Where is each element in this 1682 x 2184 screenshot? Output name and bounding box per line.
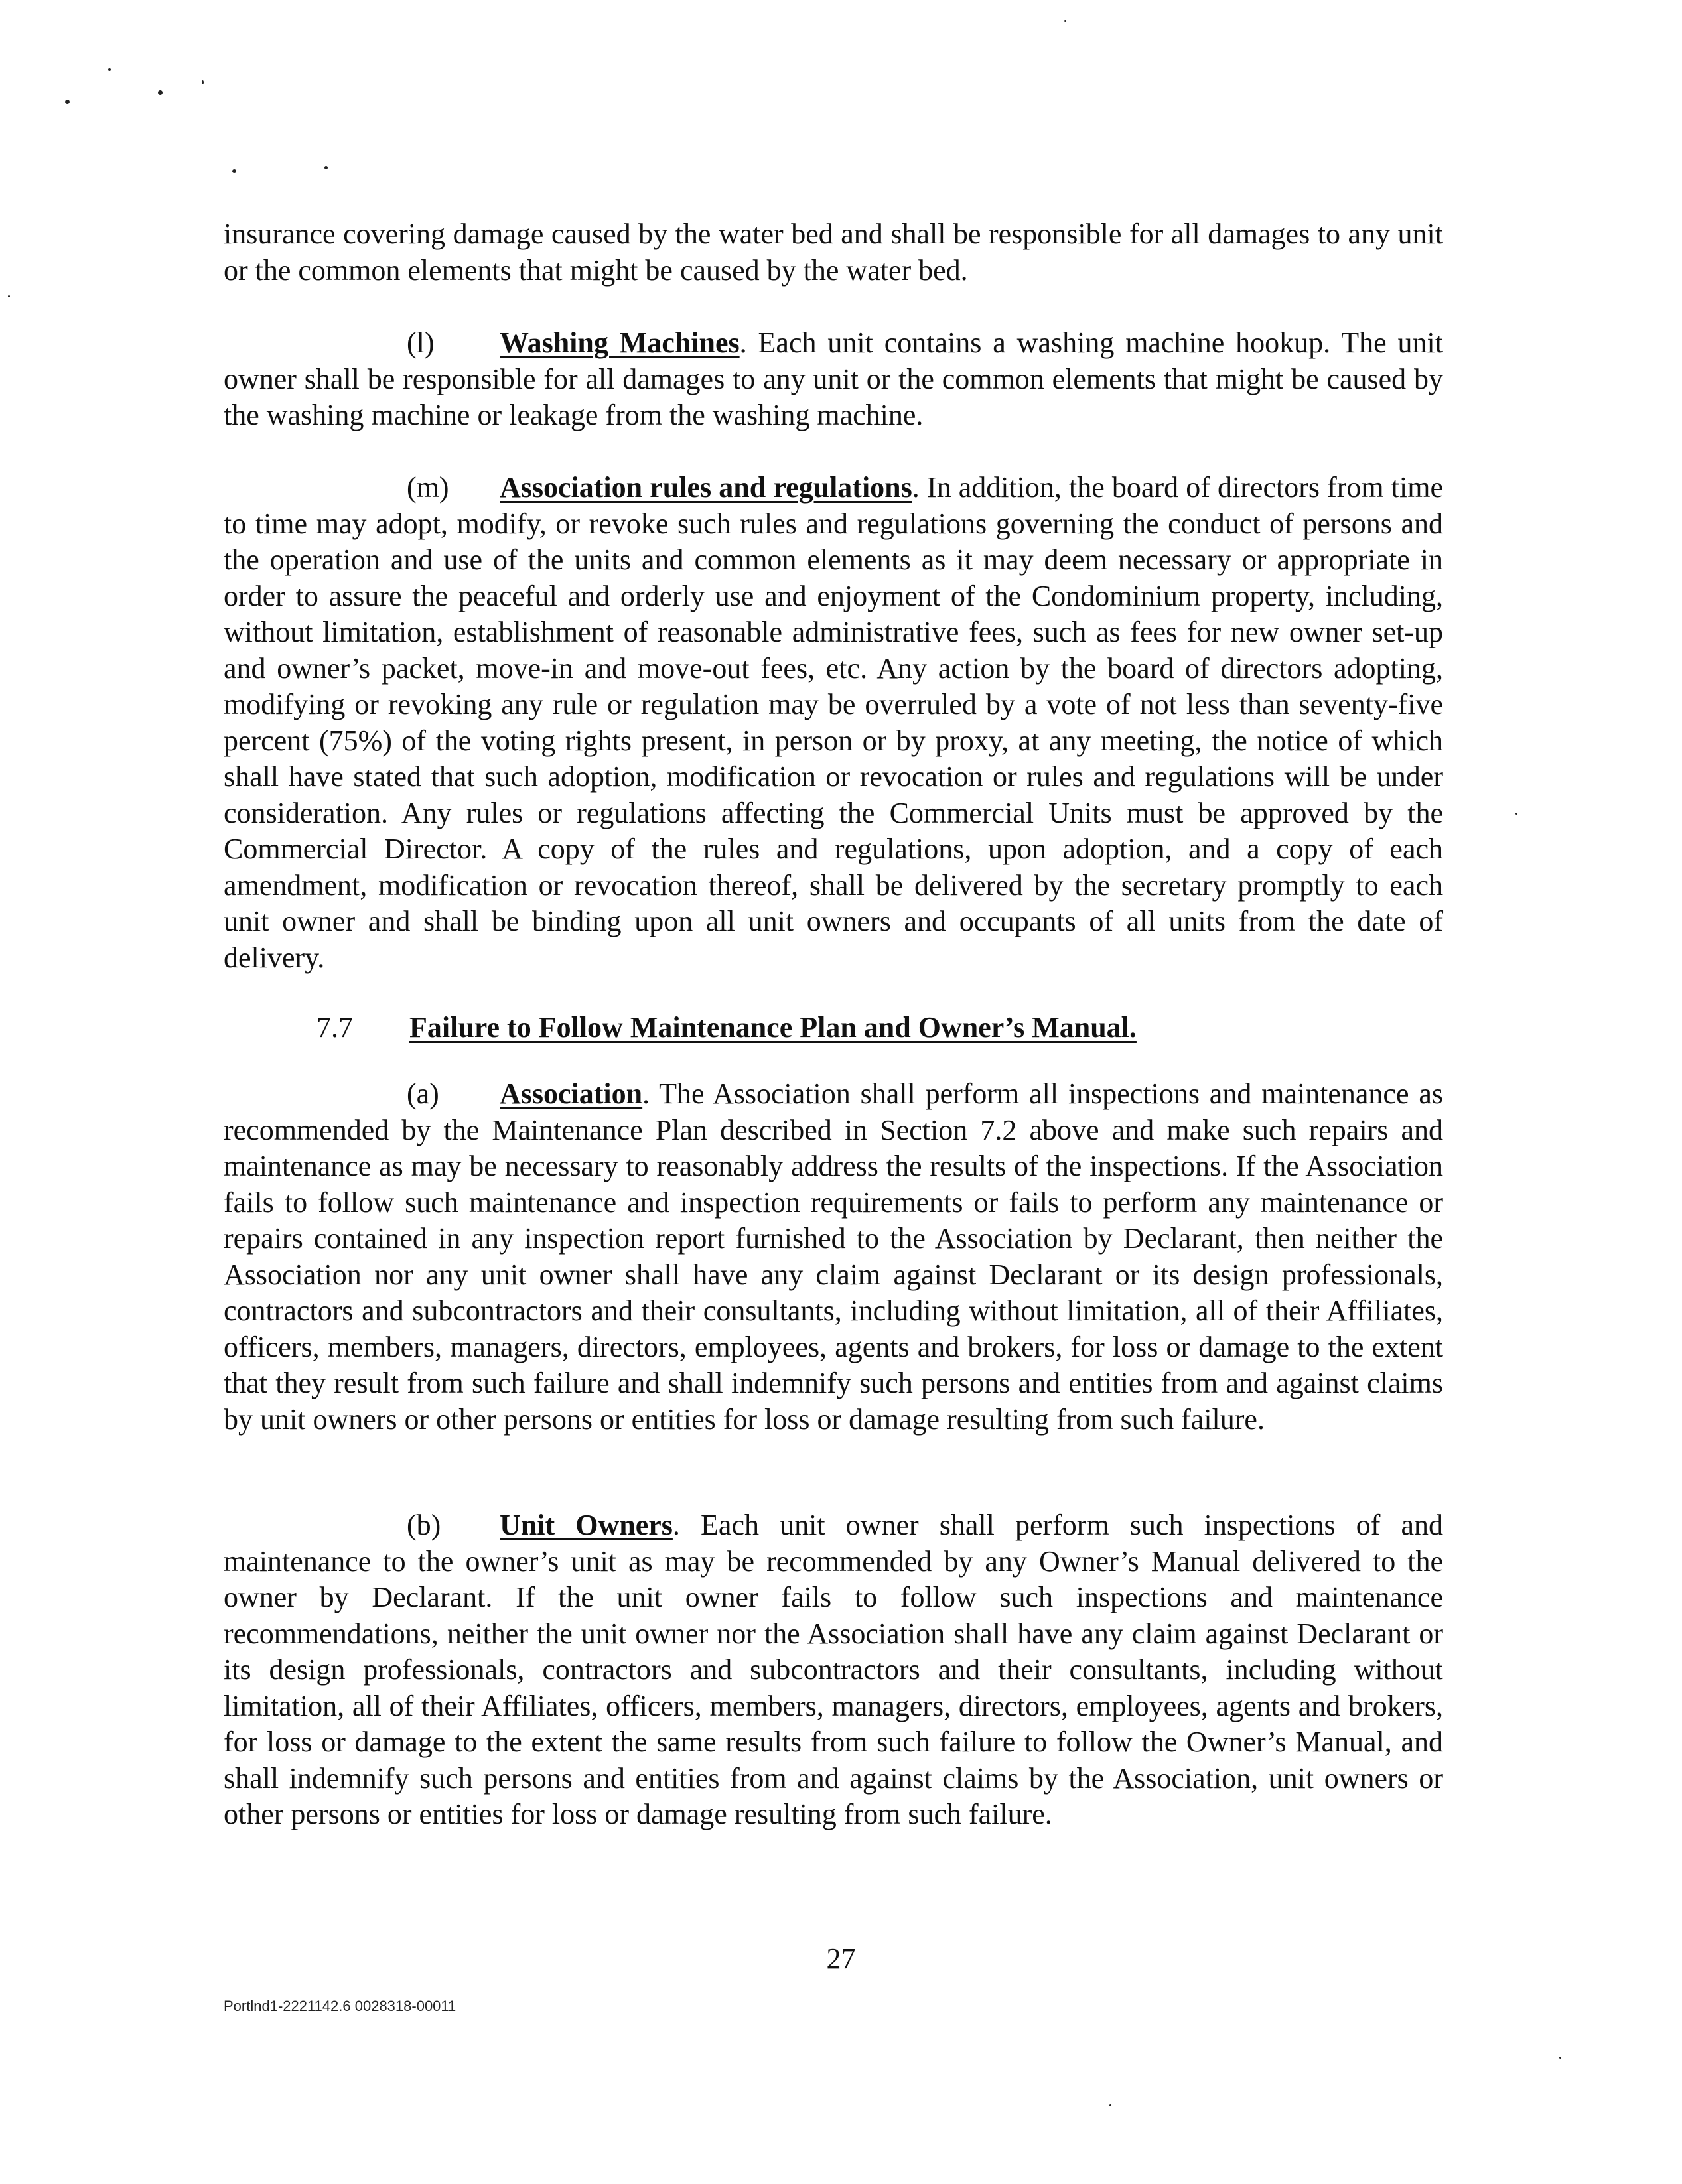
subsection-label: (a) [407,1077,439,1110]
scan-speck [232,169,236,173]
subsection-heading: Unit Owners [500,1509,673,1541]
section-text: . In addition, the board of directors from time to time may adopt, modify, or revoke such rules and regulations governing the conduct of persons and the operation and use of the units and common elements as it may deem necessary or appropriate in order to assure the peaceful and orderly use and enjoyment of the Condominium property, including, without limitation, establishment of reasonable administrative fees, such as fees for new owner set-up and owner’s packet, move-in and move-out fees, etc. Any action by the board of directors adopting, modifying or revoking any rule or regulation may be overruled by a vote of not less than seventy-five percent (75%) of the voting rights present, in person or by proxy, at any meeting, the notice of which shall have stated that such adoption, modification or revocation or rules and regulations will be under consideration. Any rules or regulations affecting the Commercial Units must be approved by the Commercial Director. A copy of the rules and regulations, upon adoption, and a copy of each amendment, modification or revocation thereof, shall be delivered by the secretary promptly to each unit owner and shall be binding upon all unit owners and occupants of all units from the date of delivery. [224,471,1443,974]
continuation-paragraph: insurance covering damage caused by the water bed and shall be responsible for all damages to any unit or the common elements that might be caused by the water bed. [224,218,1443,287]
scan-speck [158,90,163,95]
section-label: (m) [407,471,449,504]
scan-speck [1064,20,1066,22]
scan-speck [65,100,70,104]
page-number: 27 [826,1943,856,1975]
section-l-washing-machines [224,325,1443,434]
scan-speck [8,295,10,297]
section-heading: Association rules and regulations [500,471,912,504]
subsection-heading: Association [500,1077,643,1110]
scan-speck [1109,2104,1111,2106]
footer-document-id: Portlnd1-2221142.6 0028318-00011 [224,1998,456,2014]
section-m-association-rules [224,470,1443,976]
section-label: (l) [407,326,435,359]
subsection-text: . The Association shall perform all inspections and maintenance as recommended by the Maintenance Plan described in Section 7.2 above and make such repairs and maintenance as may be necessary to reasonably address the results of the inspections. If the Association fails to follow such maintenance and inspection requirements or fails to perform any maintenance or repairs contained in any inspection report furnished to the Association by Declarant, then neither the Association nor any unit owner shall have any claim against Declarant or its design professionals, contractors and subcontractors and their consultants, including without limitation, all of their Affiliates, officers, members, managers, directors, employees, agents and brokers, for loss or damage to the extent that they result from such failure and shall indemnify such persons and entities from and against claims by unit owners or other persons or entities for loss or damage resulting from such failure. [224,1077,1443,1436]
section-title: Failure to Follow Maintenance Plan and Owner’s Manual. [409,1011,1137,1044]
subsection-label: (b) [407,1509,441,1541]
section-7-7-heading [224,1010,1443,1046]
subsection-a-association [224,1076,1443,1438]
scan-speck [324,166,328,169]
scan-speck [108,68,111,71]
scan-speck [1515,813,1517,815]
section-text: . Each unit contains a washing machine hookup. The unit owner shall be responsible for all damages to any unit or the common elements that might be caused by the washing machine or leakage from the washing machine. [224,326,1443,431]
subsection-b-unit-owners [224,1507,1443,1833]
scan-speck [202,80,204,84]
section-heading: Washing Machines [500,326,740,359]
scan-speck [1559,2057,1561,2059]
section-number: 7.7 [316,1011,353,1044]
subsection-text: . Each unit owner shall perform such inspections of and maintenance to the owner’s unit as may be recommended by any Owner’s Manual delivered to the owner by Declarant. If the unit owner fails to follow such inspections and maintenance recommendations, neither the unit owner nor the Association shall have any claim against Declarant or its design professionals, contractors and subcontractors and their consultants, including without limitation, all of their Affiliates, officers, members, managers, directors, employees, agents and brokers, for loss or damage to the extent the same results from such failure to follow the Owner’s Manual, and shall indemnify such persons and entities from and against claims by the Association, unit owners or other persons or entities for loss or damage resulting from such failure. [224,1509,1443,1830]
